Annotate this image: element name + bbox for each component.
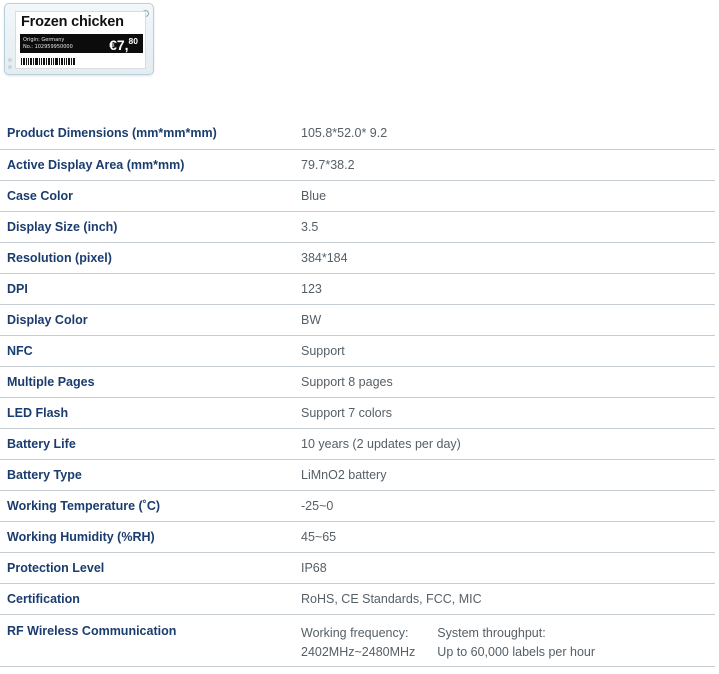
spec-label: Battery Life — [7, 436, 76, 451]
spec-label: Display Color — [7, 312, 88, 327]
esl-price-band — [20, 34, 143, 53]
card-indicator-dot — [8, 65, 12, 69]
spec-row — [0, 335, 715, 366]
spec-value: 105.8*52.0* 9.2 — [301, 126, 388, 141]
esl-number-text: No.: 102959950000 — [23, 44, 73, 50]
spec-label: Multiple Pages — [7, 374, 95, 389]
spec-row — [0, 521, 715, 552]
spec-row — [0, 180, 715, 211]
spec-value: Support 7 colors — [301, 405, 393, 420]
product-image-esl — [4, 3, 154, 75]
esl-price — [109, 36, 138, 55]
card-indicator-dot — [8, 58, 12, 62]
spec-label: RF Wireless Communication — [7, 623, 177, 638]
rf-frequency-value: 2402MHz~2480MHz — [301, 644, 416, 659]
spec-row — [0, 428, 715, 459]
esl-screen — [15, 11, 146, 69]
spec-label: Certification — [7, 591, 80, 606]
spec-label: Working Humidity (%RH) — [7, 529, 155, 544]
spec-value: 79.7*38.2 — [301, 157, 355, 172]
spec-table-body — [0, 118, 715, 666]
spec-value: Blue — [301, 188, 327, 203]
rf-frequency-label: Working frequency: — [301, 625, 409, 640]
spec-value: 10 years (2 updates per day) — [301, 436, 461, 451]
spec-value: BW — [301, 312, 322, 327]
spec-row-rf — [0, 614, 715, 666]
spec-value: 384*184 — [301, 250, 348, 265]
spec-row — [0, 459, 715, 490]
spec-row — [0, 242, 715, 273]
spec-label: Battery Type — [7, 467, 82, 482]
spec-row — [0, 583, 715, 614]
spec-value-rf — [301, 614, 715, 666]
spec-row — [0, 366, 715, 397]
barcode-icon — [21, 58, 75, 65]
spec-label: Active Display Area (mm*mm) — [7, 157, 185, 172]
esl-price-cents: 80 — [128, 36, 138, 46]
esl-price-main: €7, — [109, 37, 129, 53]
esl-product-title: Frozen chicken — [21, 14, 124, 30]
spec-value: RoHS, CE Standards, FCC, MIC — [301, 591, 482, 606]
rf-columns — [301, 624, 715, 662]
spec-row — [0, 273, 715, 304]
spec-label: DPI — [7, 281, 28, 296]
spec-value: LiMnO2 battery — [301, 467, 387, 482]
spec-label: Case Color — [7, 188, 73, 203]
spec-value: Support — [301, 343, 345, 358]
spec-value: -25~0 — [301, 498, 334, 513]
spec-label: Protection Level — [7, 560, 105, 575]
spec-value: 3.5 — [301, 219, 319, 234]
spec-label: Display Size (inch) — [7, 219, 118, 234]
rf-throughput-value: Up to 60,000 labels per hour — [437, 644, 596, 659]
rf-frequency — [301, 624, 415, 662]
spec-value: Support 8 pages — [301, 374, 393, 389]
spec-row — [0, 118, 715, 149]
spec-label: NFC — [7, 343, 33, 358]
spec-row — [0, 149, 715, 180]
spec-row — [0, 490, 715, 521]
spec-label: Working Temperature (˚C) — [7, 498, 161, 513]
spec-label: LED Flash — [7, 405, 69, 420]
spec-row — [0, 304, 715, 335]
spec-row — [0, 397, 715, 428]
spec-label: Resolution (pixel) — [7, 250, 112, 265]
spec-value: 45~65 — [301, 529, 337, 544]
spec-value: IP68 — [301, 560, 327, 575]
spec-label: Product Dimensions (mm*mm*mm) — [7, 126, 217, 141]
spec-value: 123 — [301, 281, 322, 296]
rf-throughput-label: System throughput: — [437, 625, 546, 640]
esl-origin-text: Origin: Germany — [23, 37, 65, 43]
spec-table — [0, 118, 715, 667]
spec-row — [0, 552, 715, 583]
rf-throughput — [437, 624, 595, 662]
spec-row — [0, 211, 715, 242]
